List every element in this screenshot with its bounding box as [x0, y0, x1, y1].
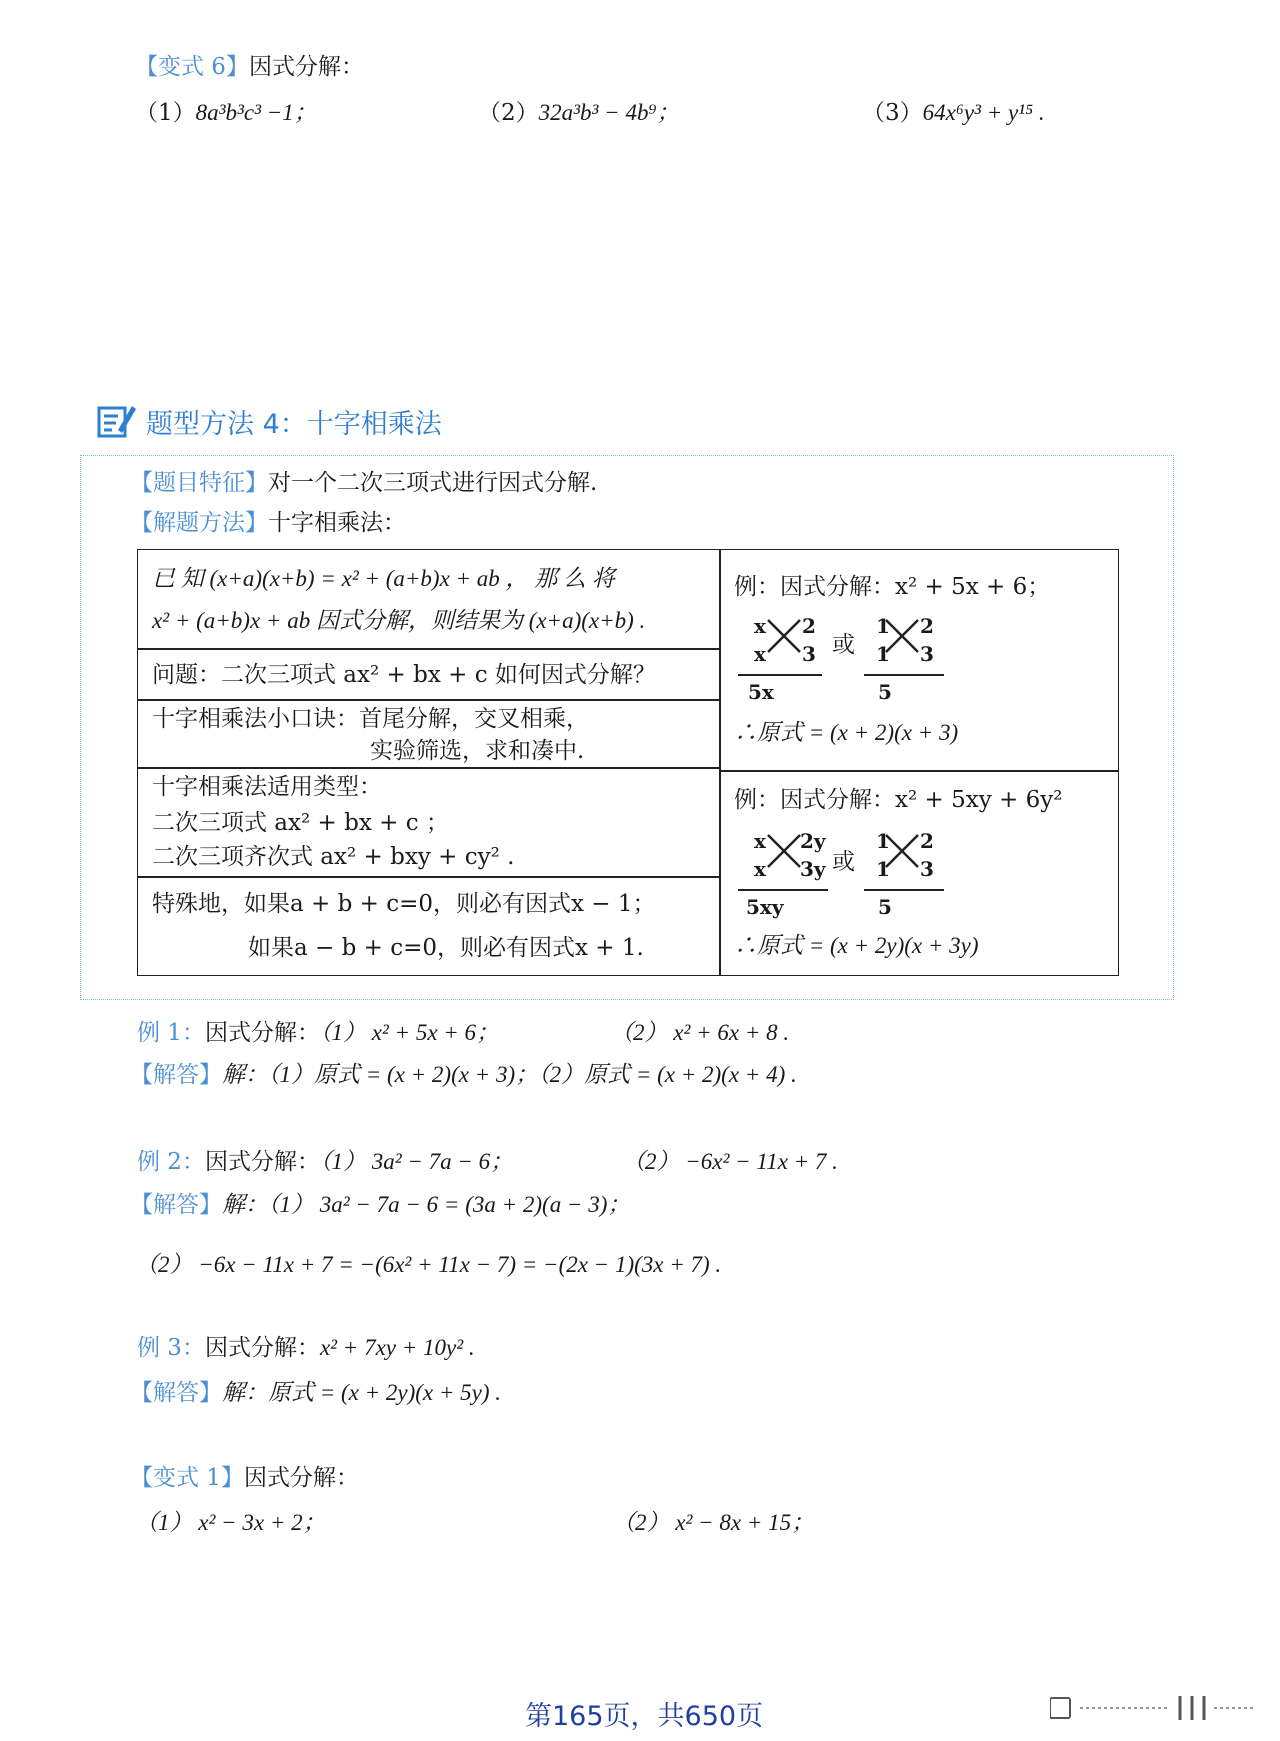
type2: 二次三项齐次式 ax² + bxy + cy² .	[152, 844, 515, 870]
answer-text: 解：（1）原式 = (x + 2)(x + 3)；（2）原式 = (x + 2)(x + 4) .	[222, 1062, 797, 1087]
method-text: 十字相乘法：	[268, 510, 406, 536]
ex2-result: ∴原式 = (x + 2y)(x + 3y)	[734, 933, 979, 958]
example2-answer2: （2） −6x − 11x + 7 = −(6x² + 11x − 7) = −(2x − 1)(3x + 7) .	[135, 1252, 722, 1277]
type1: 二次三项式 ax² + bx + c ；	[152, 810, 449, 836]
cross-bar	[738, 674, 822, 676]
cross-bl: x	[754, 857, 766, 881]
document-toolbar-icon	[1050, 1692, 1270, 1724]
table-right-ex2	[719, 770, 1119, 976]
method-line	[130, 508, 406, 538]
answer-text: 解：原式 = (x + 2y)(x + 5y) .	[222, 1380, 502, 1405]
cross-tr: 2	[920, 829, 934, 853]
cross-x-icon	[884, 831, 920, 871]
page-number: 第165页，共650页	[525, 1701, 764, 1732]
variant6-q1	[135, 98, 317, 128]
example3-tag: 例 3：	[137, 1335, 205, 1361]
section-title: 题型方法 4：十字相乘法	[146, 409, 442, 440]
answer-tag: 【解答】	[130, 1380, 222, 1406]
example2-tag: 例 2：	[137, 1149, 205, 1175]
example1-answer	[130, 1060, 797, 1090]
ex1-title: 例：因式分解：x² + 5x + 6；	[734, 574, 1051, 600]
known-line1: 已 知 (x+a)(x+b) = x² + (a+b)x + ab ， 那 么 将	[152, 566, 615, 591]
cross-br: 3	[802, 642, 816, 666]
example2-prompt: 因式分解：	[204, 1149, 320, 1175]
cross-bl: x	[754, 642, 766, 666]
cross-sum: 5x	[748, 680, 774, 704]
example1-part2: （2） x² + 6x + 8 .	[610, 1020, 790, 1045]
cross-tl: x	[754, 614, 766, 638]
example3-question	[137, 1333, 475, 1363]
or-text: 或	[832, 849, 855, 875]
cross-br: 3y	[800, 857, 826, 881]
special-line1: 特殊地，如果a + b + c=0，则必有因式x − 1；	[152, 891, 656, 917]
question-text: 问题：二次三项式 ax² + bx + c 如何因式分解？	[152, 662, 656, 688]
variant6-tag: 【变式 6】	[135, 54, 249, 80]
table-left-special	[137, 876, 721, 976]
table-left-types	[137, 767, 721, 878]
pencil-note-icon	[96, 400, 138, 440]
variant1-prompt: 因式分解：	[243, 1465, 359, 1491]
cross-x-icon	[884, 616, 920, 656]
cross-sum: 5xy	[746, 895, 784, 919]
types-title: 十字相乘法适用类型：	[152, 774, 382, 800]
variant6-heading	[135, 52, 364, 82]
cross-br: 3	[920, 857, 934, 881]
example2-part2: （2） −6x² − 11x + 7 .	[622, 1149, 838, 1174]
cross-sum: 5	[878, 895, 892, 919]
cross-br: 3	[920, 642, 934, 666]
variant6-q3	[862, 98, 1045, 128]
known-line2: x² + (a+b)x + ab 因式分解，则结果为 (x+a)(x+b) .	[152, 608, 646, 633]
answer-tag: 【解答】	[130, 1062, 222, 1088]
q-number: （3）	[862, 100, 923, 126]
q-expression: 64x⁶y³ + y¹⁵ .	[922, 100, 1045, 125]
special-line2: 如果a − b + c=0，则必有因式x + 1.	[248, 935, 644, 961]
cross-bl: 1	[876, 857, 890, 881]
cross-tl: x	[754, 829, 766, 853]
variant6-q2	[478, 98, 679, 128]
example2-part1: （1） 3a² − 7a − 6；	[319, 1149, 514, 1174]
cross-tr: 2	[802, 614, 816, 638]
example2-question	[137, 1147, 513, 1177]
cross-tr: 2y	[800, 829, 826, 853]
cross-x-icon	[766, 831, 802, 871]
example3-answer	[130, 1378, 501, 1408]
ex1-result: ∴原式 = (x + 2)(x + 3)	[734, 720, 959, 745]
answer-text: 解：（1） 3a² − 7a − 6 = (3a + 2)(a − 3)；	[222, 1192, 631, 1217]
variant1-q1: （1） x² − 3x + 2；	[135, 1510, 326, 1535]
q-number: （2）	[478, 100, 539, 126]
cross-bar	[864, 889, 944, 891]
table-right-ex1	[719, 549, 1119, 772]
example1-question	[137, 1018, 499, 1048]
cross-bar	[864, 674, 944, 676]
feature-text: 对一个二次三项式进行因式分解.	[268, 470, 598, 496]
table-left-question	[137, 648, 721, 701]
example2-answer1	[130, 1190, 630, 1220]
cross-x-icon	[766, 616, 802, 656]
ex2-title: 例：因式分解：x² + 5xy + 6y²	[734, 787, 1063, 813]
example1-tag: 例 1：	[137, 1020, 205, 1046]
q-number: （1）	[135, 100, 196, 126]
q-expression: 8a³b³c³ −1；	[195, 100, 317, 125]
table-left-tip	[137, 699, 721, 769]
variant1-q2: （2） x² − 8x + 15；	[612, 1510, 815, 1535]
feature-line	[130, 468, 597, 498]
cross-bl: 1	[876, 642, 890, 666]
cross-tl: 1	[876, 829, 890, 853]
q-expression: 32a³b³ − 4b⁹；	[538, 100, 680, 125]
feature-tag: 【题目特征】	[130, 470, 268, 496]
variant6-prompt: 因式分解：	[248, 54, 364, 80]
example1-part1: （1） x² + 5x + 6；	[319, 1020, 500, 1045]
example1-prompt: 因式分解：	[204, 1020, 320, 1046]
variant1-tag: 【变式 1】	[130, 1465, 244, 1491]
cross-sum: 5	[878, 680, 892, 704]
cross-tr: 2	[920, 614, 934, 638]
tip-line1: 十字相乘法小口诀：首尾分解，交叉相乘，	[152, 706, 589, 732]
tip-line2: 实验筛选，求和凑中.	[370, 738, 585, 764]
variant1-heading	[130, 1463, 359, 1493]
example3-prompt: 因式分解：	[204, 1335, 320, 1361]
example3-part1: x² + 7xy + 10y² .	[319, 1335, 475, 1360]
cross-bar	[738, 889, 828, 891]
or-text: 或	[832, 632, 855, 658]
answer-tag: 【解答】	[130, 1192, 222, 1218]
method-tag: 【解题方法】	[130, 510, 268, 536]
table-left-known	[137, 549, 721, 650]
cross-tl: 1	[876, 614, 890, 638]
